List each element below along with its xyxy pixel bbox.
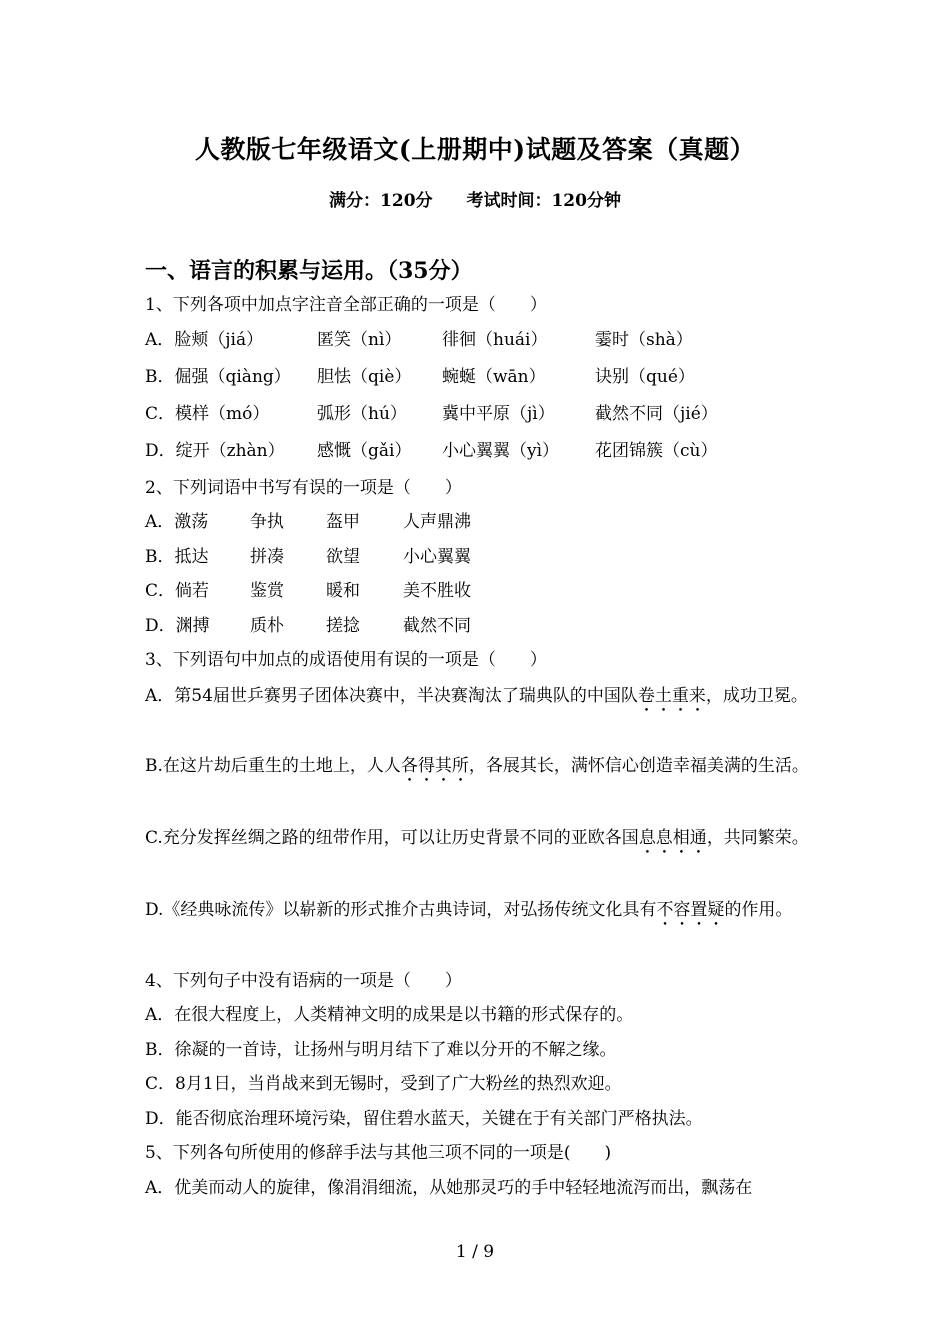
option-cell: 搓捻 xyxy=(326,616,360,636)
option-cell: 花团锦簇（cù） xyxy=(595,441,718,461)
option-cell: C．模样（mó） xyxy=(145,404,270,424)
q2-stem: 2、下列词语中书写有误的一项是（ ） xyxy=(145,478,462,498)
q4-option-d: D．能否彻底治理环境污染，留住碧水蓝天，关键在于有关部门严格执法。 xyxy=(145,1109,703,1129)
q5-stem: 5、下列各句所使用的修辞手法与其他三项不同的一项是( ) xyxy=(145,1143,612,1163)
option-cell: 鉴赏 xyxy=(250,581,284,601)
option-cell: 蜿蜒（wān） xyxy=(442,367,546,387)
option-cell: D．渊搏 xyxy=(145,616,210,636)
q3-d-text: D.《经典咏流传》以崭新的形式推介古典诗词，对弘扬传统文化具有 xyxy=(145,900,657,920)
q4-option-a: A．在很大程度上，人类精神文明的成果是以书籍的形式保存的。 xyxy=(145,1005,634,1025)
q3-option-b xyxy=(145,748,810,786)
q3-b-text-end: ，各展其长，满怀信心创造幸福美满的生活。 xyxy=(468,756,809,776)
q3-d-idiom: 不容置疑 xyxy=(656,900,725,920)
q3-a-text: A．第54届世乒赛男子团体决赛中，半决赛淘汰了瑞典队的中国队 xyxy=(145,686,638,706)
page-number: 1 / 9 xyxy=(455,1242,495,1262)
q1-stem: 1、下列各项中加点字注音全部正确的一项是（ ） xyxy=(145,295,547,315)
q4-stem: 4、下列句子中没有语病的一项是（ ） xyxy=(145,971,462,991)
option-cell: 冀中平原（jì） xyxy=(442,404,555,424)
exam-time: 考试时间：120分钟 xyxy=(466,191,621,211)
q4-option-b: B．徐凝的一首诗，让扬州与明月结下了难以分开的不解之缘。 xyxy=(145,1040,617,1060)
option-cell: 人声鼎沸 xyxy=(403,512,471,532)
option-cell: 截然不同 xyxy=(403,616,471,636)
option-cell: 匿笑（nì） xyxy=(317,330,402,350)
option-cell: 弧形（hú） xyxy=(317,404,407,424)
q3-c-text-end: ，共同繁荣。 xyxy=(706,828,809,848)
option-cell: 小心翼翼 xyxy=(403,547,471,567)
option-cell: 徘徊（huái） xyxy=(442,330,548,350)
page-title: 人教版七年级语文(上册期中)试题及答案（真题） xyxy=(194,135,756,164)
option-cell: 诀别（qué） xyxy=(595,367,695,387)
option-cell: 暖和 xyxy=(326,581,360,601)
q3-a-text-end: ，成功卫冕。 xyxy=(705,686,808,706)
option-cell: 盔甲 xyxy=(326,512,360,532)
option-cell: 感慨（gǎi） xyxy=(317,441,412,461)
q3-c-text: C.充分发挥丝绸之路的纽带作用，可以让历史背景不同的亚欧各国 xyxy=(145,828,639,848)
option-cell: 小心翼翼（yì） xyxy=(442,441,560,461)
q5-option-a: A．优美而动人的旋律，像涓涓细流，从她那灵巧的手中轻轻地流泻而出，飘荡在 xyxy=(145,1178,753,1198)
option-cell: B．倔强（qiàng） xyxy=(145,367,291,387)
q3-stem: 3、下列语句中加点的成语使用有误的一项是（ ） xyxy=(145,650,547,670)
q3-a-idiom: 卷土重来 xyxy=(637,686,706,706)
q3-option-c xyxy=(145,820,810,858)
exam-meta xyxy=(0,186,950,211)
option-cell: 霎时（shà） xyxy=(595,330,693,350)
option-cell: 争执 xyxy=(250,512,284,532)
option-cell: A．脸颊（jiá） xyxy=(145,330,264,350)
option-cell: 美不胜收 xyxy=(403,581,471,601)
q3-option-a xyxy=(145,678,810,716)
option-cell: C．倘若 xyxy=(145,581,210,601)
q3-b-idiom: 各得其所 xyxy=(400,756,469,776)
q3-c-idiom: 息息相通 xyxy=(638,828,707,848)
q4-option-c: C．8月1日，当肖战来到无锡时，受到了广大粉丝的热烈欢迎。 xyxy=(145,1074,622,1094)
option-cell: 截然不同（jié） xyxy=(595,404,718,424)
full-score: 满分：120分 xyxy=(329,191,433,211)
option-cell: 拼凑 xyxy=(250,547,284,567)
option-cell: A．激荡 xyxy=(145,512,209,532)
q3-d-text-end: 的作用。 xyxy=(724,900,793,920)
q3-b-text: B.在这片劫后重生的土地上，人人 xyxy=(145,756,401,776)
section-heading: 一、语言的积累与运用。（35分） xyxy=(145,258,473,284)
option-cell: 质朴 xyxy=(250,616,284,636)
option-cell: D．绽开（zhàn） xyxy=(145,441,285,461)
option-cell: 胆怯（qiè） xyxy=(317,367,412,387)
option-cell: B．抵达 xyxy=(145,547,209,567)
option-cell: 欲望 xyxy=(326,547,360,567)
q3-option-d xyxy=(145,892,810,930)
